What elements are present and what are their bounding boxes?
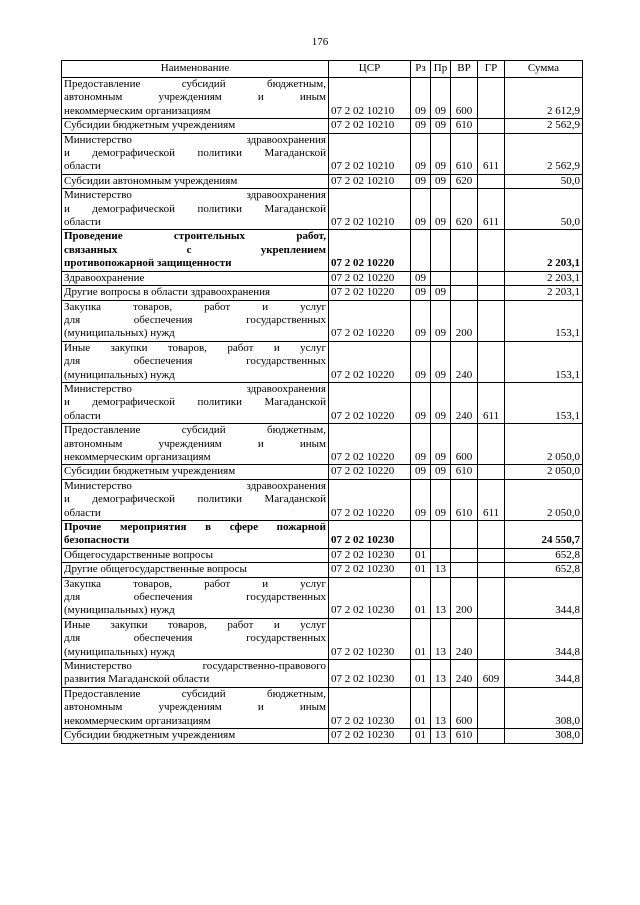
cell-pr: 09 — [431, 465, 451, 479]
cell-pr: 13 — [431, 660, 451, 688]
cell-name — [62, 300, 329, 341]
cell-rz: 01 — [411, 618, 431, 659]
header-name: Наименование — [62, 61, 329, 78]
cell-name — [62, 479, 329, 520]
cell-csr: 07 2 02 10230 — [329, 687, 411, 728]
cell-name-line: Министерство здравоохранения — [64, 382, 326, 395]
cell-rz: 09 — [411, 189, 431, 230]
cell-name-line: Министерство здравоохранения — [64, 189, 326, 202]
cell-csr: 07 2 02 10220 — [329, 479, 411, 520]
table-row — [62, 271, 583, 285]
cell-csr: 07 2 02 10210 — [329, 189, 411, 230]
cell-name-line: для обеспечения государственных — [64, 591, 326, 604]
cell-pr — [431, 230, 451, 271]
cell-name-line: некоммерческим организациям — [64, 450, 211, 463]
cell-name-line: Министерство здравоохранения — [64, 133, 326, 146]
cell-rz: 01 — [411, 660, 431, 688]
cell-sum: 2 612,9 — [505, 78, 583, 119]
table-row — [62, 78, 583, 119]
cell-csr: 07 2 02 10220 — [329, 424, 411, 465]
cell-gr — [478, 577, 505, 618]
cell-name-line: (муниципальных) нужд — [64, 327, 175, 340]
table-row — [62, 341, 583, 382]
cell-name — [62, 729, 329, 743]
cell-vr: 610 — [451, 729, 478, 743]
cell-name-line: Здравоохранение — [64, 271, 145, 284]
cell-name-line: автономным учреждениям и иным — [64, 701, 326, 714]
cell-vr — [451, 548, 478, 562]
cell-name-line: Прочие мероприятия в сфере пожарной — [64, 521, 326, 533]
cell-name-line: противопожарной защищенности — [64, 257, 232, 270]
cell-vr: 620 — [451, 174, 478, 188]
cell-pr: 13 — [431, 563, 451, 577]
cell-vr: 240 — [451, 382, 478, 423]
cell-name-line: связанных с укреплением — [64, 243, 326, 256]
cell-pr: 09 — [431, 133, 451, 174]
cell-name-line: (муниципальных) нужд — [64, 604, 175, 617]
cell-gr — [478, 521, 505, 549]
cell-rz: 09 — [411, 465, 431, 479]
cell-rz: 01 — [411, 577, 431, 618]
cell-pr: 09 — [431, 300, 451, 341]
cell-name — [62, 424, 329, 465]
cell-rz: 09 — [411, 424, 431, 465]
cell-name-line: Другие общегосударственные вопросы — [64, 563, 247, 576]
cell-name-line: для обеспечения государственных — [64, 313, 326, 326]
cell-name-line: Министерство государственно-правового — [64, 660, 326, 673]
table-row — [62, 577, 583, 618]
cell-name — [62, 286, 329, 300]
cell-csr: 07 2 02 10230 — [329, 729, 411, 743]
table-row — [62, 300, 583, 341]
cell-rz: 01 — [411, 729, 431, 743]
cell-name-line: области — [64, 506, 101, 519]
table-row — [62, 286, 583, 300]
cell-rz: 09 — [411, 382, 431, 423]
cell-pr: 13 — [431, 577, 451, 618]
cell-name-line: и демографической политики Магаданской — [64, 493, 326, 506]
cell-csr: 07 2 02 10220 — [329, 300, 411, 341]
cell-gr: 611 — [478, 479, 505, 520]
cell-name-line: Субсидии автономным учреждениям — [64, 174, 238, 187]
cell-name-line: для обеспечения государственных — [64, 355, 326, 368]
cell-csr: 07 2 02 10210 — [329, 174, 411, 188]
cell-vr: 610 — [451, 465, 478, 479]
cell-rz: 09 — [411, 133, 431, 174]
header-pr: Пр — [431, 61, 451, 78]
header-gr: ГР — [478, 61, 505, 78]
table-row — [62, 548, 583, 562]
cell-csr: 07 2 02 10230 — [329, 563, 411, 577]
cell-name-line: Предоставление субсидий бюджетным, — [64, 78, 326, 90]
cell-vr: 240 — [451, 341, 478, 382]
cell-pr — [431, 548, 451, 562]
cell-csr: 07 2 02 10220 — [329, 271, 411, 285]
cell-vr: 600 — [451, 78, 478, 119]
cell-gr — [478, 465, 505, 479]
cell-name — [62, 341, 329, 382]
cell-gr — [478, 78, 505, 119]
cell-pr: 09 — [431, 286, 451, 300]
cell-sum: 344,8 — [505, 618, 583, 659]
cell-csr: 07 2 02 10230 — [329, 548, 411, 562]
cell-csr: 07 2 02 10210 — [329, 133, 411, 174]
cell-vr: 240 — [451, 618, 478, 659]
cell-name-line: и демографической политики Магаданской — [64, 202, 326, 215]
cell-name-line: Закупка товаров, работ и услуг — [64, 300, 326, 313]
header-sum: Сумма — [505, 61, 583, 78]
cell-sum: 2 203,1 — [505, 286, 583, 300]
cell-vr: 610 — [451, 133, 478, 174]
cell-name-line: и демографической политики Магаданской — [64, 396, 326, 409]
cell-vr — [451, 286, 478, 300]
cell-pr: 13 — [431, 618, 451, 659]
cell-pr: 09 — [431, 479, 451, 520]
cell-rz: 09 — [411, 479, 431, 520]
cell-name-line: Общегосударственные вопросы — [64, 548, 213, 561]
cell-gr: 611 — [478, 189, 505, 230]
cell-csr: 07 2 02 10220 — [329, 286, 411, 300]
cell-rz: 09 — [411, 78, 431, 119]
cell-gr — [478, 424, 505, 465]
cell-vr: 600 — [451, 424, 478, 465]
cell-name-line: для обеспечения государственных — [64, 632, 326, 645]
cell-name-line: развития Магаданской области — [64, 673, 210, 686]
cell-rz — [411, 521, 431, 549]
cell-sum: 2 562,9 — [505, 119, 583, 133]
cell-gr — [478, 286, 505, 300]
table-row — [62, 382, 583, 423]
table-row — [62, 119, 583, 133]
table-row — [62, 230, 583, 271]
cell-name-line: (муниципальных) нужд — [64, 645, 175, 658]
cell-sum: 652,8 — [505, 548, 583, 562]
cell-gr — [478, 341, 505, 382]
cell-name-line: Предоставление субсидий бюджетным, — [64, 687, 326, 700]
header-vr: ВР — [451, 61, 478, 78]
cell-sum: 344,8 — [505, 660, 583, 688]
table-row — [62, 729, 583, 743]
cell-csr: 07 2 02 10230 — [329, 521, 411, 549]
cell-name-line: Закупка товаров, работ и услуг — [64, 577, 326, 590]
budget-table — [61, 60, 583, 744]
cell-rz: 09 — [411, 119, 431, 133]
cell-csr: 07 2 02 10230 — [329, 577, 411, 618]
cell-name-line: Проведение строительных работ, — [64, 230, 326, 243]
cell-sum: 50,0 — [505, 189, 583, 230]
cell-vr — [451, 230, 478, 271]
table-row — [62, 465, 583, 479]
cell-gr — [478, 729, 505, 743]
table-body — [62, 78, 583, 744]
cell-pr — [431, 271, 451, 285]
cell-sum: 153,1 — [505, 341, 583, 382]
cell-gr — [478, 548, 505, 562]
cell-name-line: Субсидии бюджетным учреждениям — [64, 119, 236, 132]
cell-name-line: Субсидии бюджетным учреждениям — [64, 465, 236, 478]
cell-csr: 07 2 02 10210 — [329, 78, 411, 119]
page-number: 176 — [311, 36, 329, 48]
cell-name-line: некоммерческим организациям — [64, 104, 211, 117]
cell-name-line: автономным учреждениям и иным — [64, 437, 326, 450]
cell-name-line: Иные закупки товаров, работ и услуг — [64, 341, 326, 354]
cell-rz — [411, 230, 431, 271]
cell-name — [62, 563, 329, 577]
cell-name-line: некоммерческим организациям — [64, 714, 211, 727]
cell-gr — [478, 300, 505, 341]
table-row — [62, 563, 583, 577]
cell-name-line: Другие вопросы в области здравоохранения — [64, 286, 271, 299]
cell-gr: 611 — [478, 133, 505, 174]
cell-sum: 2 203,1 — [505, 271, 583, 285]
table-row — [62, 618, 583, 659]
cell-name — [62, 618, 329, 659]
cell-name-line: (муниципальных) нужд — [64, 368, 175, 381]
cell-name — [62, 577, 329, 618]
cell-pr: 09 — [431, 174, 451, 188]
cell-name-line: автономным учреждениям и иным — [64, 91, 326, 104]
cell-name-line: безопасности — [64, 534, 130, 547]
cell-csr: 07 2 02 10230 — [329, 618, 411, 659]
cell-name — [62, 660, 329, 688]
cell-vr — [451, 563, 478, 577]
cell-name — [62, 465, 329, 479]
table-row — [62, 660, 583, 688]
cell-name-line: Иные закупки товаров, работ и услуг — [64, 618, 326, 631]
cell-vr — [451, 521, 478, 549]
cell-name — [62, 521, 329, 549]
cell-pr: 13 — [431, 729, 451, 743]
cell-gr — [478, 174, 505, 188]
header-rz: Рз — [411, 61, 431, 78]
table-row — [62, 133, 583, 174]
table-row — [62, 479, 583, 520]
cell-vr: 200 — [451, 577, 478, 618]
cell-gr — [478, 119, 505, 133]
cell-sum: 153,1 — [505, 382, 583, 423]
cell-gr: 609 — [478, 660, 505, 688]
cell-csr: 07 2 02 10230 — [329, 660, 411, 688]
table-row — [62, 687, 583, 728]
cell-name — [62, 548, 329, 562]
table-header-row — [62, 61, 583, 78]
cell-vr: 240 — [451, 660, 478, 688]
cell-sum: 2 203,1 — [505, 230, 583, 271]
cell-name — [62, 189, 329, 230]
table-row — [62, 521, 583, 549]
cell-pr: 09 — [431, 382, 451, 423]
cell-name — [62, 230, 329, 271]
cell-rz: 09 — [411, 300, 431, 341]
cell-gr — [478, 687, 505, 728]
cell-rz: 09 — [411, 174, 431, 188]
cell-csr: 07 2 02 10220 — [329, 341, 411, 382]
cell-gr — [478, 271, 505, 285]
cell-name-line: Субсидии бюджетным учреждениям — [64, 729, 236, 742]
cell-rz: 01 — [411, 687, 431, 728]
cell-rz: 09 — [411, 286, 431, 300]
cell-name-line: и демографической политики Магаданской — [64, 147, 326, 160]
cell-vr — [451, 271, 478, 285]
cell-rz: 09 — [411, 271, 431, 285]
cell-name-line: области — [64, 216, 101, 229]
cell-name — [62, 271, 329, 285]
cell-pr: 09 — [431, 78, 451, 119]
cell-sum: 50,0 — [505, 174, 583, 188]
cell-vr: 620 — [451, 189, 478, 230]
cell-pr: 09 — [431, 189, 451, 230]
cell-sum: 2 050,0 — [505, 465, 583, 479]
cell-rz: 01 — [411, 563, 431, 577]
cell-name — [62, 174, 329, 188]
cell-csr: 07 2 02 10220 — [329, 465, 411, 479]
cell-rz: 09 — [411, 341, 431, 382]
cell-sum: 2 562,9 — [505, 133, 583, 174]
cell-gr: 611 — [478, 382, 505, 423]
cell-name-line: области — [64, 160, 101, 173]
cell-sum: 153,1 — [505, 300, 583, 341]
cell-vr: 610 — [451, 119, 478, 133]
cell-name — [62, 78, 329, 119]
table-row — [62, 424, 583, 465]
cell-rz: 01 — [411, 548, 431, 562]
cell-pr: 09 — [431, 424, 451, 465]
cell-name — [62, 687, 329, 728]
cell-csr: 07 2 02 10220 — [329, 382, 411, 423]
cell-pr: 09 — [431, 341, 451, 382]
cell-vr: 610 — [451, 479, 478, 520]
cell-vr: 200 — [451, 300, 478, 341]
cell-sum: 344,8 — [505, 577, 583, 618]
cell-name — [62, 133, 329, 174]
cell-pr — [431, 521, 451, 549]
cell-sum: 308,0 — [505, 729, 583, 743]
cell-vr: 600 — [451, 687, 478, 728]
cell-name-line: области — [64, 409, 101, 422]
cell-csr: 07 2 02 10210 — [329, 119, 411, 133]
cell-pr: 13 — [431, 687, 451, 728]
cell-name — [62, 382, 329, 423]
table-row — [62, 189, 583, 230]
cell-name-line: Министерство здравоохранения — [64, 479, 326, 492]
cell-sum: 2 050,0 — [505, 424, 583, 465]
cell-sum: 24 550,7 — [505, 521, 583, 549]
cell-pr: 09 — [431, 119, 451, 133]
header-csr: ЦСР — [329, 61, 411, 78]
cell-gr — [478, 230, 505, 271]
cell-gr — [478, 618, 505, 659]
table-row — [62, 174, 583, 188]
cell-sum: 652,8 — [505, 563, 583, 577]
cell-csr: 07 2 02 10220 — [329, 230, 411, 271]
cell-gr — [478, 563, 505, 577]
cell-sum: 308,0 — [505, 687, 583, 728]
cell-sum: 2 050,0 — [505, 479, 583, 520]
cell-name-line: Предоставление субсидий бюджетным, — [64, 424, 326, 437]
cell-name — [62, 119, 329, 133]
